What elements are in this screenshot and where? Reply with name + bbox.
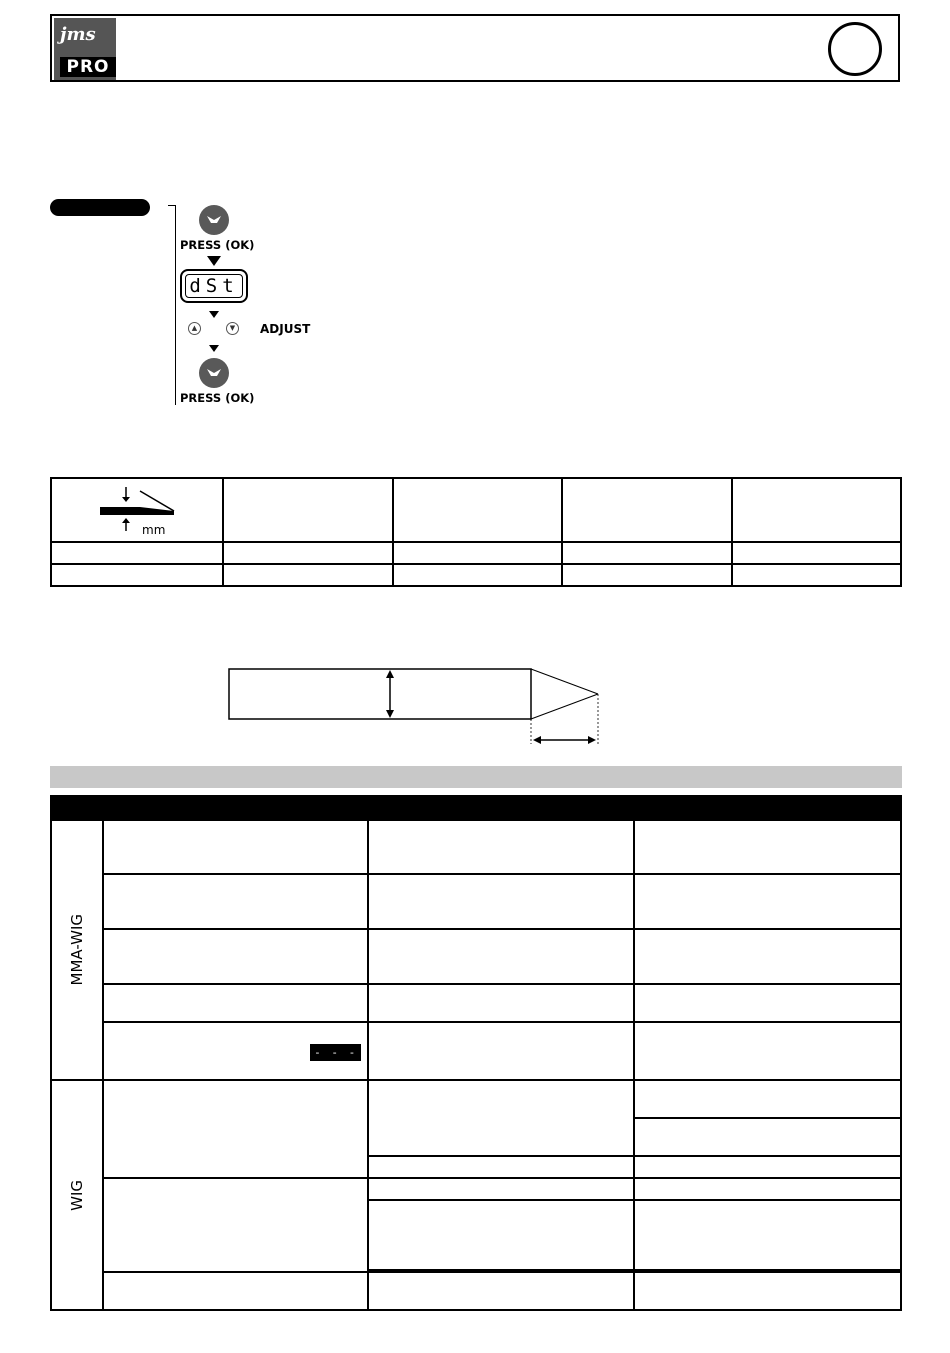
- arrow-down-icon: [207, 256, 221, 266]
- ok-button-icon: [199, 205, 229, 235]
- dash-display: - - -: [310, 1044, 361, 1061]
- page-header: [50, 14, 900, 82]
- language-circle: [828, 22, 882, 76]
- electrode-diagram: [228, 668, 608, 748]
- press-ok-label-1: PRESS (OK): [180, 238, 255, 252]
- arrow-down-small-icon: [209, 345, 219, 352]
- lcd-text: dSt: [185, 274, 243, 298]
- section-pill: [50, 199, 150, 216]
- brand-logo-top: jms: [60, 24, 96, 45]
- brand-logo-bottom: PRO: [60, 57, 116, 77]
- up-arrow-button-icon: ▲: [188, 322, 201, 335]
- thickness-icon-cell: [51, 478, 223, 542]
- section-band: [50, 766, 902, 788]
- thickness-table: [50, 477, 902, 587]
- table-row: [51, 542, 901, 564]
- table-row: [51, 1178, 901, 1200]
- table-row: [51, 1022, 901, 1080]
- mm-unit-label: mm: [142, 523, 166, 537]
- group-label-wig: WIG: [67, 1179, 86, 1211]
- group-label-mma-wig: MMA-WIG: [67, 914, 86, 986]
- table-header-row: [51, 796, 901, 820]
- settings-table: [50, 795, 902, 1311]
- table-row: [51, 1272, 901, 1310]
- press-ok-label-2: PRESS (OK): [180, 391, 255, 405]
- adjust-label: ADJUST: [260, 322, 311, 336]
- brand-logo: [54, 18, 116, 80]
- down-arrow-button-icon: ▼: [226, 322, 239, 335]
- group-cell-mma-wig: [51, 820, 103, 1080]
- lcd-display: [180, 269, 248, 303]
- arrow-down-small-icon: [209, 311, 219, 318]
- table-row: [51, 820, 901, 874]
- table-row: [51, 984, 901, 1022]
- table-row: [51, 929, 901, 984]
- group-cell-wig: [51, 1080, 103, 1310]
- table-row: [51, 564, 901, 586]
- bracket-line: [175, 205, 176, 405]
- table-row: [51, 874, 901, 929]
- ok-button-icon: [199, 358, 229, 388]
- table-row: [51, 1080, 901, 1118]
- plate-thickness-icon: [94, 485, 184, 533]
